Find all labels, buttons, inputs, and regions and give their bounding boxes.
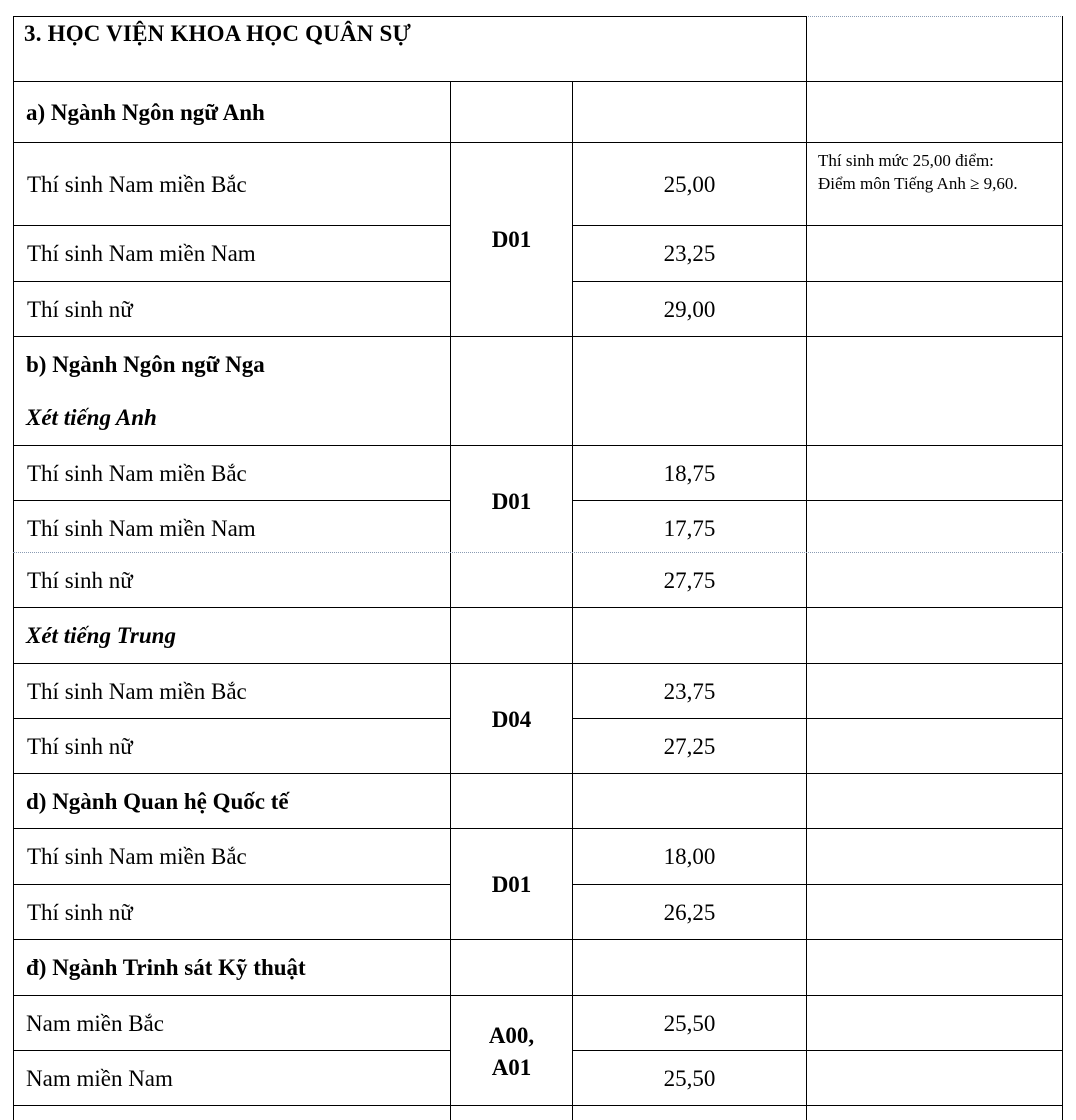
exam-block-code: A01 bbox=[491, 1055, 532, 1080]
col-divider bbox=[806, 16, 807, 552]
row-label: Thí sinh nữ bbox=[27, 568, 133, 593]
row-score: 25,50 bbox=[663, 1066, 716, 1091]
table-border-right bbox=[1062, 16, 1063, 552]
table-border-top-dotted bbox=[806, 16, 1063, 17]
row-divider bbox=[572, 281, 1063, 282]
row-score: 23,75 bbox=[663, 679, 716, 704]
row-divider bbox=[572, 1050, 1063, 1051]
row-score: 18,00 bbox=[663, 844, 716, 869]
row-label: Thí sinh nữ bbox=[27, 734, 133, 759]
exam-block-code: A00, bbox=[488, 1023, 535, 1048]
row-divider bbox=[13, 995, 1063, 996]
row-divider bbox=[13, 1105, 1063, 1106]
col-divider bbox=[450, 81, 451, 552]
row-divider bbox=[572, 718, 1063, 719]
table-border-left bbox=[13, 553, 14, 1120]
row-divider bbox=[13, 607, 1063, 608]
row-score: 25,00 bbox=[663, 172, 716, 197]
row-divider bbox=[13, 281, 450, 282]
row-score: 18,75 bbox=[663, 461, 716, 486]
row-divider bbox=[572, 500, 1063, 501]
col-divider bbox=[806, 553, 807, 1120]
row-label: Nam miền Bắc bbox=[26, 1011, 164, 1036]
row-divider bbox=[13, 336, 1063, 337]
row-score: 27,75 bbox=[663, 568, 716, 593]
row-label: Thí sinh Nam miền Bắc bbox=[27, 844, 247, 869]
row-divider bbox=[572, 225, 1063, 226]
row-divider bbox=[13, 1050, 450, 1051]
section-subheading: Xét tiếng Anh bbox=[26, 405, 157, 430]
section-subheading: Xét tiếng Trung bbox=[26, 623, 176, 648]
row-divider bbox=[13, 142, 1063, 143]
table-border-top bbox=[13, 16, 806, 17]
row-label: Thí sinh Nam miền Bắc bbox=[27, 461, 247, 486]
row-score: 17,75 bbox=[663, 516, 716, 541]
row-label: Thí sinh Nam miền Bắc bbox=[27, 172, 247, 197]
row-label: Nam miền Nam bbox=[26, 1066, 173, 1091]
exam-block-code: D01 bbox=[491, 227, 532, 252]
row-divider bbox=[13, 773, 1063, 774]
row-divider bbox=[13, 663, 1063, 664]
table-title: 3. HỌC VIỆN KHOA HỌC QUÂN SỰ bbox=[24, 21, 412, 46]
row-label: Thí sinh Nam miền Nam bbox=[27, 516, 256, 541]
row-label: Thí sinh nữ bbox=[27, 297, 133, 322]
row-note: Thí sinh mức 25,00 điểm: Điểm môn Tiếng Anh ≥ 9,60. bbox=[818, 151, 1018, 193]
row-divider bbox=[13, 828, 1063, 829]
exam-block-code: D01 bbox=[491, 489, 532, 514]
row-divider bbox=[13, 445, 1063, 446]
row-score: 26,25 bbox=[663, 900, 716, 925]
row-divider bbox=[13, 81, 1063, 82]
table-border-left bbox=[13, 16, 14, 552]
row-label: Thí sinh Nam miền Bắc bbox=[27, 679, 247, 704]
section-heading: d) Ngành Quan hệ Quốc tế bbox=[26, 789, 289, 814]
table-border-right bbox=[1062, 553, 1063, 1120]
section-heading: b) Ngành Ngôn ngữ Nga bbox=[26, 352, 265, 377]
row-divider bbox=[13, 939, 1063, 940]
row-divider bbox=[13, 500, 450, 501]
row-score: 25,50 bbox=[663, 1011, 716, 1036]
row-divider bbox=[13, 718, 450, 719]
row-divider bbox=[572, 884, 1063, 885]
row-score: 23,25 bbox=[663, 241, 716, 266]
row-label: Thí sinh nữ bbox=[27, 900, 133, 925]
exam-block-code: D04 bbox=[491, 707, 532, 732]
exam-block-code: D01 bbox=[491, 872, 532, 897]
row-divider bbox=[13, 884, 450, 885]
row-label: Thí sinh Nam miền Nam bbox=[27, 241, 256, 266]
row-score: 27,25 bbox=[663, 734, 716, 759]
row-divider bbox=[13, 225, 450, 226]
page-break-line bbox=[13, 552, 1063, 553]
section-heading: a) Ngành Ngôn ngữ Anh bbox=[26, 100, 265, 125]
row-score: 29,00 bbox=[663, 297, 716, 322]
section-heading: đ) Ngành Trinh sát Kỹ thuật bbox=[26, 955, 306, 980]
